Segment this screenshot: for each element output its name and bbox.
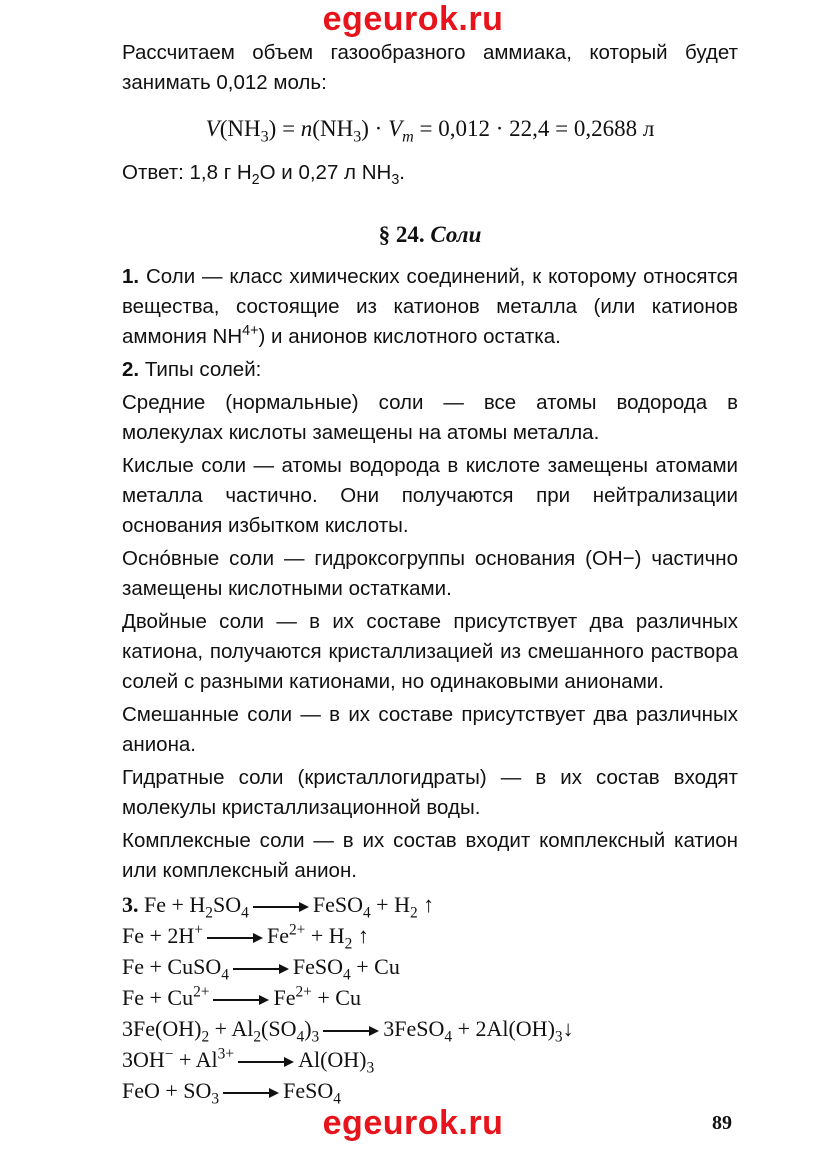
watermark-bottom: egeurok.ru xyxy=(322,1104,504,1142)
reaction-arrow-icon xyxy=(233,964,289,974)
reaction-arrow-icon xyxy=(253,902,309,912)
equation-3: Fe + CuSO$_4$ FeSO$_4$ + Cu xyxy=(122,954,400,984)
page-number: 89 xyxy=(712,1112,732,1134)
equation-7: FeO + $SO_3$ FeSO$_4$ xyxy=(122,1078,341,1108)
type-complex-salts: Комплексные соли — в их состав входит комплексный катион или комплексный анион. xyxy=(122,829,738,882)
equation-1: 3. $Fe + H_2SO_4$ FeSO$_4$ + $H_2$ ↑ xyxy=(122,892,435,922)
volume-formula: $V(NH_3) = n(NH_3) \cdot V_m = 0,012 \cdot 22,4 = 0,2688$ л xyxy=(205,116,655,146)
equation-5: $3Fe(OH)_2 + Al_2(SO_4)_3$ 3FeSO$_4$ + $2Al(OH)_3↓$ xyxy=(122,1016,574,1046)
equation-4: $Fe + Cu^{2+}$ $Fe^{2+} + Cu$ xyxy=(122,983,361,1010)
type-mixed-salts: Смешанные соли — в их составе присутствует два различных аниона. xyxy=(122,703,738,756)
equation-6: $3OH^- + Al^{3+}$ $Al(OH)_3$ xyxy=(122,1045,375,1077)
type-basic-salts: Оснóвные соли — гидроксогруппы основания (OH−) частично замещены кислотными остатками. xyxy=(122,547,738,600)
type-normal-salts: Средние (нормальные) соли — все атомы водорода в молекулах кислоты замещены на атомы металла. xyxy=(122,391,738,444)
intro-text: Рассчитаем объем газообразного аммиака, который будет занимать 0,012 моль: xyxy=(122,41,738,94)
types-heading: 2. Типы солей: xyxy=(122,358,262,381)
reaction-arrow-icon xyxy=(223,1088,279,1098)
answer-line: Ответ: 1,8 г $H_2O$ и 0,27 л $NH_3$. xyxy=(122,161,405,189)
equation-2: Fe + 2H+ $Fe^{2+} + H_2$ ↑ xyxy=(122,921,369,953)
definition-paragraph: 1. Соли — класс химических соединений, к которому относятся вещества, состоящие из катионов металла (или катионов аммония $NH^{4+}$) и анионов кислотного остатка. xyxy=(122,265,738,348)
type-double-salts: Двойные соли — в их составе присутствует два различных катиона, получаются кристаллизацией из смешанного раствора солей с разными катионами, но одинаковыми анионами. xyxy=(122,610,738,693)
page-content xyxy=(122,38,738,1106)
reaction-arrow-icon xyxy=(238,1057,294,1067)
watermark-top: egeurok.ru xyxy=(322,0,504,38)
reaction-arrow-icon xyxy=(213,995,269,1005)
reaction-arrow-icon xyxy=(323,1026,379,1036)
reaction-arrow-icon xyxy=(207,933,263,943)
section-heading: § 24. Соли xyxy=(378,222,482,247)
type-acid-salts: Кислые соли — атомы водорода в кислоте замещены атомами металла частично. Они получаются при нейтрализации основания избытком кислоты. xyxy=(122,454,738,537)
type-hydrate-salts: Гидратные соли (кристаллогидраты) — в их состав входят молекулы кристаллизационной воды. xyxy=(122,766,738,819)
